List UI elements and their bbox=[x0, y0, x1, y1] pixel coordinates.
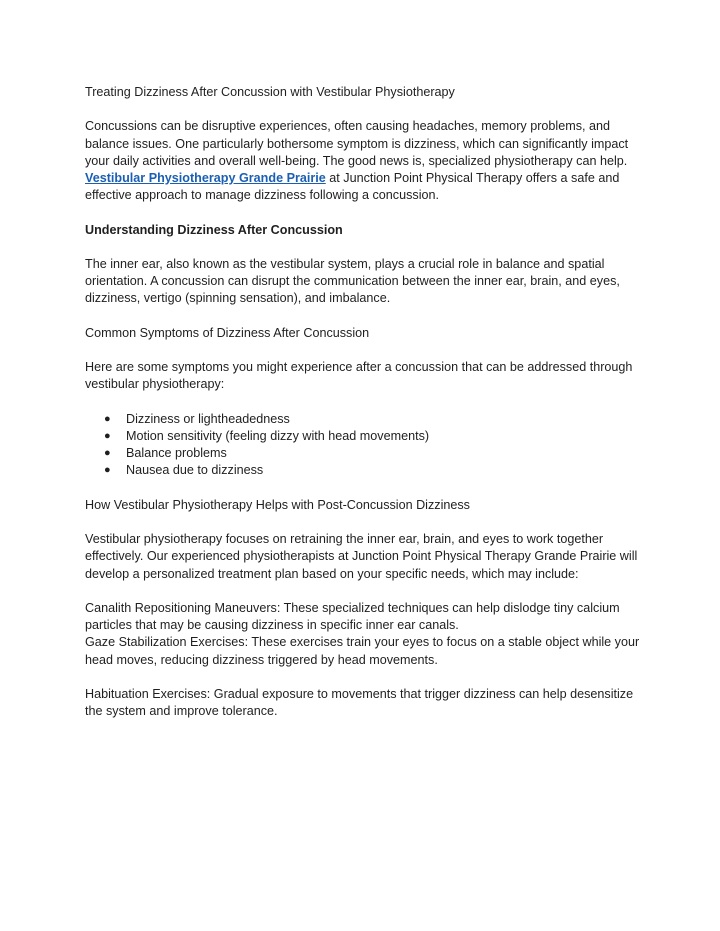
spacer bbox=[85, 583, 645, 600]
spacer bbox=[85, 101, 645, 118]
vestibular-physiotherapy-link[interactable]: Vestibular Physiotherapy Grande Prairie bbox=[85, 171, 326, 185]
helps-paragraph: Vestibular physiotherapy focuses on retraining the inner ear, brain, and eyes to work together effectively. Our experienced physiotherapists at Junction Point Physical Therapy Grande Prairie will develop a personalized treatment plan based on your specific needs, which may include: bbox=[85, 532, 638, 581]
intro-text-after-link: at Junction Point Physical Therapy offers a safe and effective approach to manage dizziness following a concussion. bbox=[85, 171, 620, 203]
heading-symptoms: Common Symptoms of Dizziness After Concussion bbox=[85, 325, 370, 340]
symptom-text: Dizziness or lightheadedness bbox=[126, 411, 290, 426]
habituation-paragraph: Habituation Exercises: Gradual exposure to movements that trigger dizziness can help desensitize the system and improve tolerance. bbox=[85, 686, 634, 719]
spacer bbox=[85, 308, 645, 325]
document-body bbox=[85, 84, 645, 720]
spacer bbox=[85, 480, 645, 497]
bullet-icon: ● bbox=[104, 464, 111, 477]
symptom-text: Motion sensitivity (feeling dizzy with head movements) bbox=[126, 428, 430, 443]
symptoms-list bbox=[85, 411, 645, 480]
spacer bbox=[85, 669, 645, 686]
list-item bbox=[85, 411, 645, 428]
intro-text-before-link: Concussions can be disruptive experiences, often causing headaches, memory problems, and balance issues. One particularly bothersome symptom is dizziness, which can significantly impact your daily activities and overall well-being. The good news is, specialized physiotherapy can help. bbox=[85, 119, 629, 168]
bullet-icon: ● bbox=[104, 412, 111, 425]
heading-helps: How Vestibular Physiotherapy Helps with Post-Concussion Dizziness bbox=[85, 497, 470, 512]
spacer bbox=[85, 394, 645, 411]
bullet-icon: ● bbox=[104, 429, 111, 442]
spacer bbox=[85, 342, 645, 359]
spacer bbox=[85, 204, 645, 221]
intro-paragraph bbox=[85, 118, 645, 204]
document-title: Treating Dizziness After Concussion with Vestibular Physiotherapy bbox=[85, 85, 455, 99]
spacer bbox=[85, 514, 645, 531]
symptom-text: Nausea due to dizziness bbox=[126, 463, 264, 478]
symptom-text: Balance problems bbox=[126, 446, 227, 461]
gaze-paragraph: Gaze Stabilization Exercises: These exercises train your eyes to focus on a stable object while your head moves, reducing dizziness triggered by head movements. bbox=[85, 635, 640, 667]
list-item bbox=[85, 462, 645, 479]
list-item bbox=[85, 428, 645, 445]
symptoms-intro-paragraph: Here are some symptoms you might experience after a concussion that can be addressed through vestibular physiotherapy: bbox=[85, 360, 633, 392]
list-item bbox=[85, 445, 645, 462]
spacer bbox=[85, 239, 645, 256]
canalith-paragraph: Canalith Repositioning Maneuvers: These specialized techniques can help dislodge tiny calcium particles that may be causing dizziness in specific inner ear canals. bbox=[85, 600, 620, 633]
heading-understanding: Understanding Dizziness After Concussion bbox=[85, 222, 343, 237]
bullet-icon: ● bbox=[104, 447, 111, 460]
inner-ear-paragraph: The inner ear, also known as the vestibular system, plays a crucial role in balance and spatial orientation. A concussion can disrupt the communication between the inner ear, brain, and eyes, dizziness, vertigo (spinning sensation), and imbalance. bbox=[85, 256, 620, 306]
